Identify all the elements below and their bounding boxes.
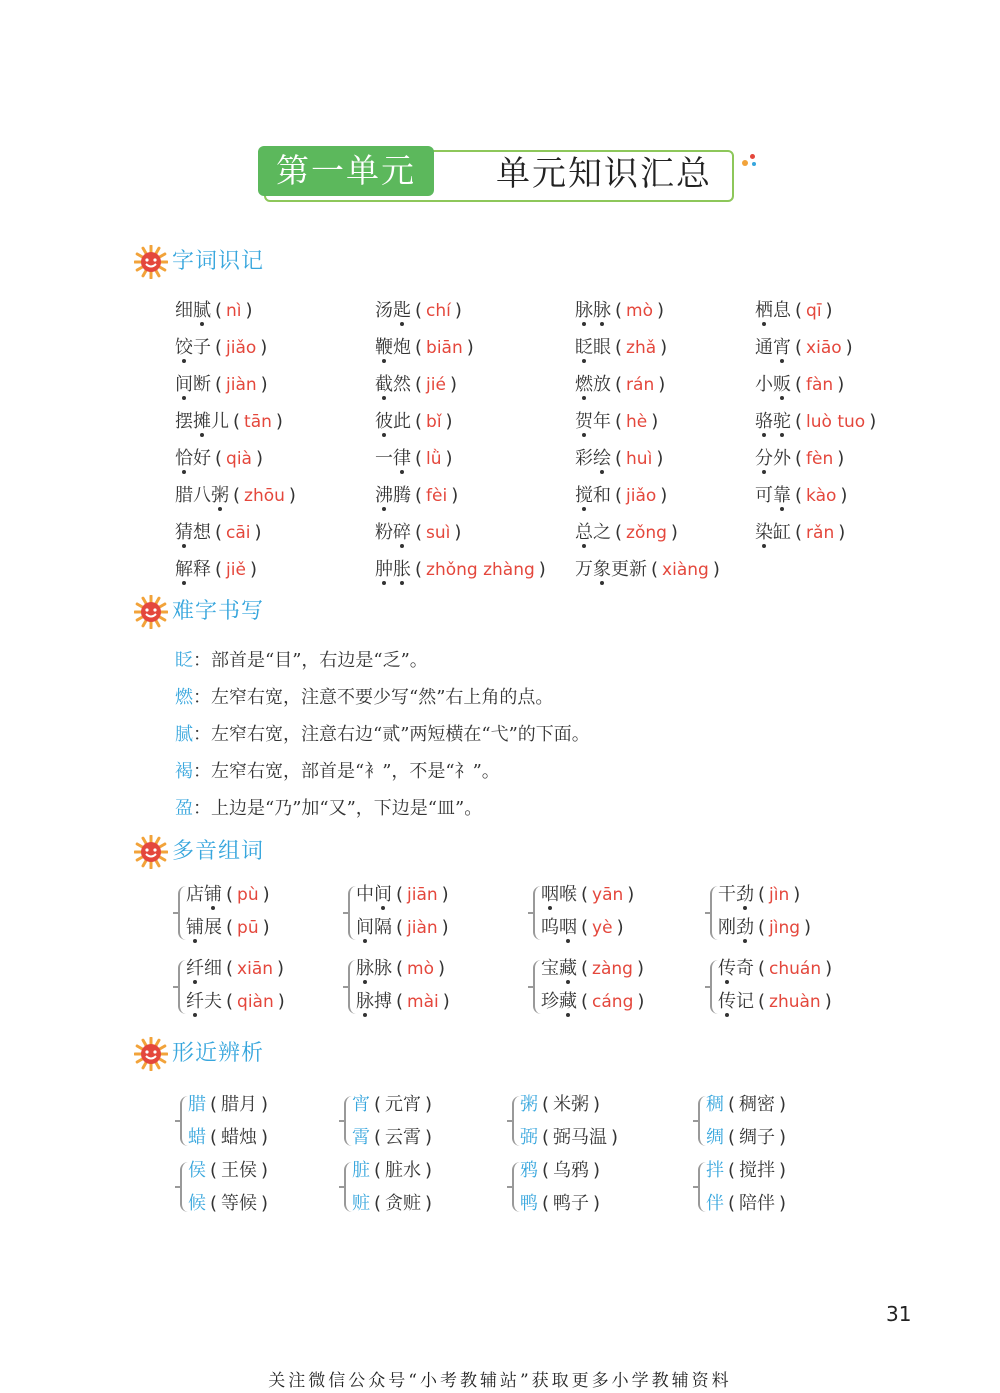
word: 珍藏 <box>541 991 577 1012</box>
pinyin: yān <box>592 885 624 905</box>
word: 刚劲 <box>718 917 754 938</box>
pinyin: hè <box>626 412 648 432</box>
polyphone-entry: 脉搏 ( mài ) <box>356 991 450 1012</box>
word: 铺展 <box>186 917 222 938</box>
similar-entry: 拌 ( 搅拌 ) <box>706 1160 787 1181</box>
word: 贺年 <box>575 411 611 432</box>
vocab-entry: 细腻 ( nì ) <box>175 300 253 321</box>
similar-char: 候 <box>188 1193 206 1214</box>
similar-word: 陪伴 <box>739 1193 776 1214</box>
pinyin: zhuàn <box>769 992 821 1012</box>
pinyin: qī <box>806 301 822 321</box>
vocab-entry: 搅和 ( jiǎo ) <box>575 485 668 506</box>
similar-entry: 宵 ( 元宵 ) <box>352 1094 433 1115</box>
similar-word: 贪赃 <box>385 1193 422 1214</box>
word: 咽喉 <box>541 884 577 905</box>
vocab-entry: 燃放 ( rán ) <box>575 374 666 395</box>
hard-char-line <box>175 722 590 748</box>
similar-word: 鸭子 <box>553 1193 590 1214</box>
similar-word: 绸子 <box>739 1127 776 1148</box>
pinyin: xiàng <box>662 560 709 580</box>
pinyin: fèn <box>806 449 834 469</box>
vocab-entry: 通宵 ( xiāo ) <box>755 337 853 358</box>
word: 传记 <box>718 991 754 1012</box>
similar-entry: 蜡 ( 蜡烛 ) <box>188 1127 269 1148</box>
pinyin: fèi <box>426 486 448 506</box>
pinyin: jìn <box>769 885 790 905</box>
polyphone-entry: 传记 ( zhuàn ) <box>718 991 832 1012</box>
vocab-entry: 栖息 ( qī ) <box>755 300 833 321</box>
vocab-entry: 解释 ( jiě ) <box>175 559 257 580</box>
similar-char: 鸦 <box>520 1160 538 1181</box>
pinyin: jìng <box>769 918 801 938</box>
word: 汤匙 <box>375 300 411 321</box>
word: 饺子 <box>175 337 211 358</box>
vocab-entry: 汤匙 ( chí ) <box>375 300 462 321</box>
vocab-entry: 鞭炮 ( biān ) <box>375 337 474 358</box>
word: 万象更新 <box>575 559 647 580</box>
pinyin: qià <box>226 449 252 469</box>
similar-entry: 腊 ( 腊月 ) <box>188 1094 269 1115</box>
pinyin: suì <box>426 523 451 543</box>
similar-word: 搅拌 <box>739 1160 776 1181</box>
word: 小贩 <box>755 374 791 395</box>
pinyin: zhǎ <box>626 338 657 358</box>
similar-entry: 伴 ( 陪伴 ) <box>706 1193 787 1214</box>
decorative-dots-icon <box>738 152 760 172</box>
polyphone-entry: 咽喉 ( yān ) <box>541 884 635 905</box>
vocab-entry: 粉碎 ( suì ) <box>375 522 462 543</box>
section-title: 字词识记 <box>172 249 265 274</box>
pinyin: xiāo <box>806 338 842 358</box>
section-title: 难字书写 <box>172 599 265 624</box>
pinyin: huì <box>626 449 653 469</box>
word: 栖息 <box>755 300 791 321</box>
pinyin: rǎn <box>806 523 835 543</box>
pinyin: jiàn <box>226 375 257 395</box>
word: 燃放 <box>575 374 611 395</box>
page-title: 单元知识汇总 <box>496 154 712 194</box>
vocab-entry: 骆驼 ( luò tuo ) <box>755 411 877 432</box>
pinyin: jiě <box>226 560 246 580</box>
vocab-entry: 肿胀 ( zhǒng zhàng ) <box>375 559 546 580</box>
similar-char: 赃 <box>352 1193 370 1214</box>
pinyin: kào <box>806 486 837 506</box>
similar-word: 腊月 <box>221 1094 258 1115</box>
pinyin: luò tuo <box>806 412 866 432</box>
vocab-entry: 贺年 ( hè ) <box>575 411 659 432</box>
hard-char-note: ：左窄右宽，注意右边“贰”两短横在“弋”的下面。 <box>193 724 590 745</box>
vocab-entry: 分外 ( fèn ) <box>755 448 845 469</box>
word: 肿胀 <box>375 559 411 580</box>
word: 骆驼 <box>755 411 791 432</box>
similar-word: 王侯 <box>221 1160 258 1181</box>
pinyin: jiàn <box>407 918 438 938</box>
vocab-entry: 总之 ( zǒng ) <box>575 522 678 543</box>
word: 眨眼 <box>575 337 611 358</box>
similar-char: 粥 <box>520 1094 538 1115</box>
similar-char: 蜡 <box>188 1127 206 1148</box>
similar-entry: 粥 ( 米粥 ) <box>520 1094 601 1115</box>
polyphone-entry: 干劲 ( jìn ) <box>718 884 801 905</box>
pinyin: chuán <box>769 959 822 979</box>
similar-word: 等候 <box>221 1193 258 1214</box>
word: 纤夫 <box>186 991 222 1012</box>
word: 恰好 <box>175 448 211 469</box>
word: 通宵 <box>755 337 791 358</box>
similar-char: 弼 <box>520 1127 538 1148</box>
vocab-entry: 彼此 ( bǐ ) <box>375 411 453 432</box>
word: 宝藏 <box>541 958 577 979</box>
pinyin: zhōu <box>244 486 285 506</box>
word: 传奇 <box>718 958 754 979</box>
polyphone-entry: 中间 ( jiān ) <box>356 884 449 905</box>
word: 可靠 <box>755 485 791 506</box>
polyphone-entry: 间隔 ( jiàn ) <box>356 917 449 938</box>
word: 店铺 <box>186 884 222 905</box>
hard-char: 腻 <box>175 724 193 745</box>
pinyin: lǜ <box>426 449 442 469</box>
similar-word: 乌鸦 <box>553 1160 590 1181</box>
vocab-entry: 染缸 ( rǎn ) <box>755 522 846 543</box>
word: 呜咽 <box>541 917 577 938</box>
similar-entry: 脏 ( 脏水 ) <box>352 1160 433 1181</box>
pinyin: jié <box>426 375 446 395</box>
word: 摆摊儿 <box>175 411 229 432</box>
word: 纤细 <box>186 958 222 979</box>
vocab-entry: 可靠 ( kào ) <box>755 485 848 506</box>
pinyin: xiān <box>237 959 274 979</box>
pinyin: chí <box>426 301 451 321</box>
polyphone-entry: 铺展 ( pū ) <box>186 917 270 938</box>
word: 染缸 <box>755 522 791 543</box>
hard-char-line <box>175 685 553 711</box>
pinyin: jiǎo <box>626 486 657 506</box>
word: 彩绘 <box>575 448 611 469</box>
word: 搅和 <box>575 485 611 506</box>
word: 彼此 <box>375 411 411 432</box>
word: 间隔 <box>356 917 392 938</box>
word: 猜想 <box>175 522 211 543</box>
word: 分外 <box>755 448 791 469</box>
sun-icon <box>134 835 168 869</box>
word: 粉碎 <box>375 522 411 543</box>
pinyin: zǒng <box>626 523 667 543</box>
polyphone-entry: 传奇 ( chuán ) <box>718 958 833 979</box>
pinyin: pū <box>237 918 259 938</box>
vocab-entry: 恰好 ( qià ) <box>175 448 263 469</box>
polyphone-entry: 刚劲 ( jìng ) <box>718 917 812 938</box>
hard-char: 褐 <box>175 761 193 782</box>
word: 截然 <box>375 374 411 395</box>
similar-char: 宵 <box>352 1094 370 1115</box>
pinyin: pù <box>237 885 259 905</box>
pinyin: fàn <box>806 375 834 395</box>
polyphone-entry: 宝藏 ( zàng ) <box>541 958 644 979</box>
vocab-entry: 眨眼 ( zhǎ ) <box>575 337 668 358</box>
similar-char: 霄 <box>352 1127 370 1148</box>
vocab-entry: 腊八粥 ( zhōu ) <box>175 485 296 506</box>
pinyin: mài <box>407 992 439 1012</box>
similar-char: 稠 <box>706 1094 724 1115</box>
similar-word: 元宵 <box>385 1094 422 1115</box>
similar-word: 米粥 <box>553 1094 590 1115</box>
hard-char-line <box>175 796 482 822</box>
section-title: 形近辨析 <box>172 1041 265 1066</box>
vocab-entry: 饺子 ( jiǎo ) <box>175 337 268 358</box>
word: 总之 <box>575 522 611 543</box>
vocab-entry: 一律 ( lǜ ) <box>375 448 453 469</box>
similar-entry: 绸 ( 绸子 ) <box>706 1127 787 1148</box>
similar-entry: 鸭 ( 鸭子 ) <box>520 1193 601 1214</box>
word: 脉搏 <box>356 991 392 1012</box>
sun-icon <box>134 595 168 629</box>
pinyin: mò <box>626 301 653 321</box>
hard-char: 燃 <box>175 687 193 708</box>
vocab-entry: 间断 ( jiàn ) <box>175 374 268 395</box>
hard-char-line <box>175 759 500 785</box>
similar-char: 鸭 <box>520 1193 538 1214</box>
similar-char: 绸 <box>706 1127 724 1148</box>
polyphone-entry: 呜咽 ( yè ) <box>541 917 624 938</box>
vocab-entry: 小贩 ( fàn ) <box>755 374 845 395</box>
pinyin: qiàn <box>237 992 274 1012</box>
similar-char: 脏 <box>352 1160 370 1181</box>
pinyin: rán <box>626 375 655 395</box>
polyphone-entry: 店铺 ( pù ) <box>186 884 270 905</box>
sun-icon <box>134 1037 168 1071</box>
sun-icon <box>134 245 168 279</box>
similar-char: 伴 <box>706 1193 724 1214</box>
polyphone-entry: 纤夫 ( qiàn ) <box>186 991 285 1012</box>
similar-entry: 鸦 ( 乌鸦 ) <box>520 1160 601 1181</box>
word: 脉脉 <box>356 958 392 979</box>
similar-entry: 侯 ( 王侯 ) <box>188 1160 269 1181</box>
hard-char-note: ：部首是“目”，右边是“乏”。 <box>193 650 428 671</box>
pinyin: zàng <box>592 959 633 979</box>
word: 腊八粥 <box>175 485 229 506</box>
similar-char: 腊 <box>188 1094 206 1115</box>
polyphone-entry: 纤细 ( xiān ) <box>186 958 285 979</box>
vocab-entry: 摆摊儿 ( tān ) <box>175 411 283 432</box>
hard-char-note: ：左窄右宽，注意不要少写“然”右上角的点。 <box>193 687 554 708</box>
polyphone-entry: 珍藏 ( cáng ) <box>541 991 645 1012</box>
vocab-entry: 脉脉 ( mò ) <box>575 300 665 321</box>
polyphone-entry: 脉脉 ( mò ) <box>356 958 446 979</box>
vocab-entry: 彩绘 ( huì ) <box>575 448 664 469</box>
pinyin: zhǒng zhàng <box>426 560 535 580</box>
word: 脉脉 <box>575 300 611 321</box>
similar-char: 拌 <box>706 1160 724 1181</box>
vocab-entry: 万象更新 ( xiàng ) <box>575 559 720 580</box>
pinyin: jiān <box>407 885 438 905</box>
similar-word: 云霄 <box>385 1127 422 1148</box>
word: 鞭炮 <box>375 337 411 358</box>
pinyin: cáng <box>592 992 634 1012</box>
word: 细腻 <box>175 300 211 321</box>
similar-word: 脏水 <box>385 1160 422 1181</box>
pinyin: bǐ <box>426 412 442 432</box>
hard-char-note: ：上边是“乃”加“又”，下边是“皿”。 <box>193 798 483 819</box>
similar-entry: 候 ( 等候 ) <box>188 1193 269 1214</box>
pinyin: cāi <box>226 523 251 543</box>
hard-char: 盈 <box>175 798 193 819</box>
pinyin: yè <box>592 918 613 938</box>
similar-word: 弼马温 <box>553 1127 608 1148</box>
hard-char-note: ：左窄右宽，部首是“衤”，不是“礻”。 <box>193 761 500 782</box>
word: 间断 <box>175 374 211 395</box>
similar-entry: 赃 ( 贪赃 ) <box>352 1193 433 1214</box>
vocab-entry: 沸腾 ( fèi ) <box>375 485 459 506</box>
pinyin: nì <box>226 301 242 321</box>
pinyin: tān <box>244 412 272 432</box>
pinyin: mò <box>407 959 434 979</box>
similar-entry: 弼 ( 弼马温 ) <box>520 1127 619 1148</box>
similar-char: 侯 <box>188 1160 206 1181</box>
similar-entry: 稠 ( 稠密 ) <box>706 1094 787 1115</box>
unit-banner <box>258 146 734 202</box>
pinyin: jiǎo <box>226 338 257 358</box>
section-title: 多音组词 <box>172 839 265 864</box>
page-number: 31 <box>886 1302 912 1326</box>
similar-entry: 霄 ( 云霄 ) <box>352 1127 433 1148</box>
word: 沸腾 <box>375 485 411 506</box>
hard-char: 眨 <box>175 650 193 671</box>
unit-label: 第一单元 <box>258 146 434 196</box>
similar-word: 稠密 <box>739 1094 776 1115</box>
word: 一律 <box>375 448 411 469</box>
word: 解释 <box>175 559 211 580</box>
similar-word: 蜡烛 <box>221 1127 258 1148</box>
word: 中间 <box>356 884 392 905</box>
word: 干劲 <box>718 884 754 905</box>
hard-char-line <box>175 648 428 674</box>
pinyin: biān <box>426 338 463 358</box>
vocab-entry: 猜想 ( cāi ) <box>175 522 262 543</box>
footer-note: 关注微信公众号“小考教辅站”获取更多小学教辅资料 <box>268 1371 732 1391</box>
vocab-entry: 截然 ( jié ) <box>375 374 457 395</box>
